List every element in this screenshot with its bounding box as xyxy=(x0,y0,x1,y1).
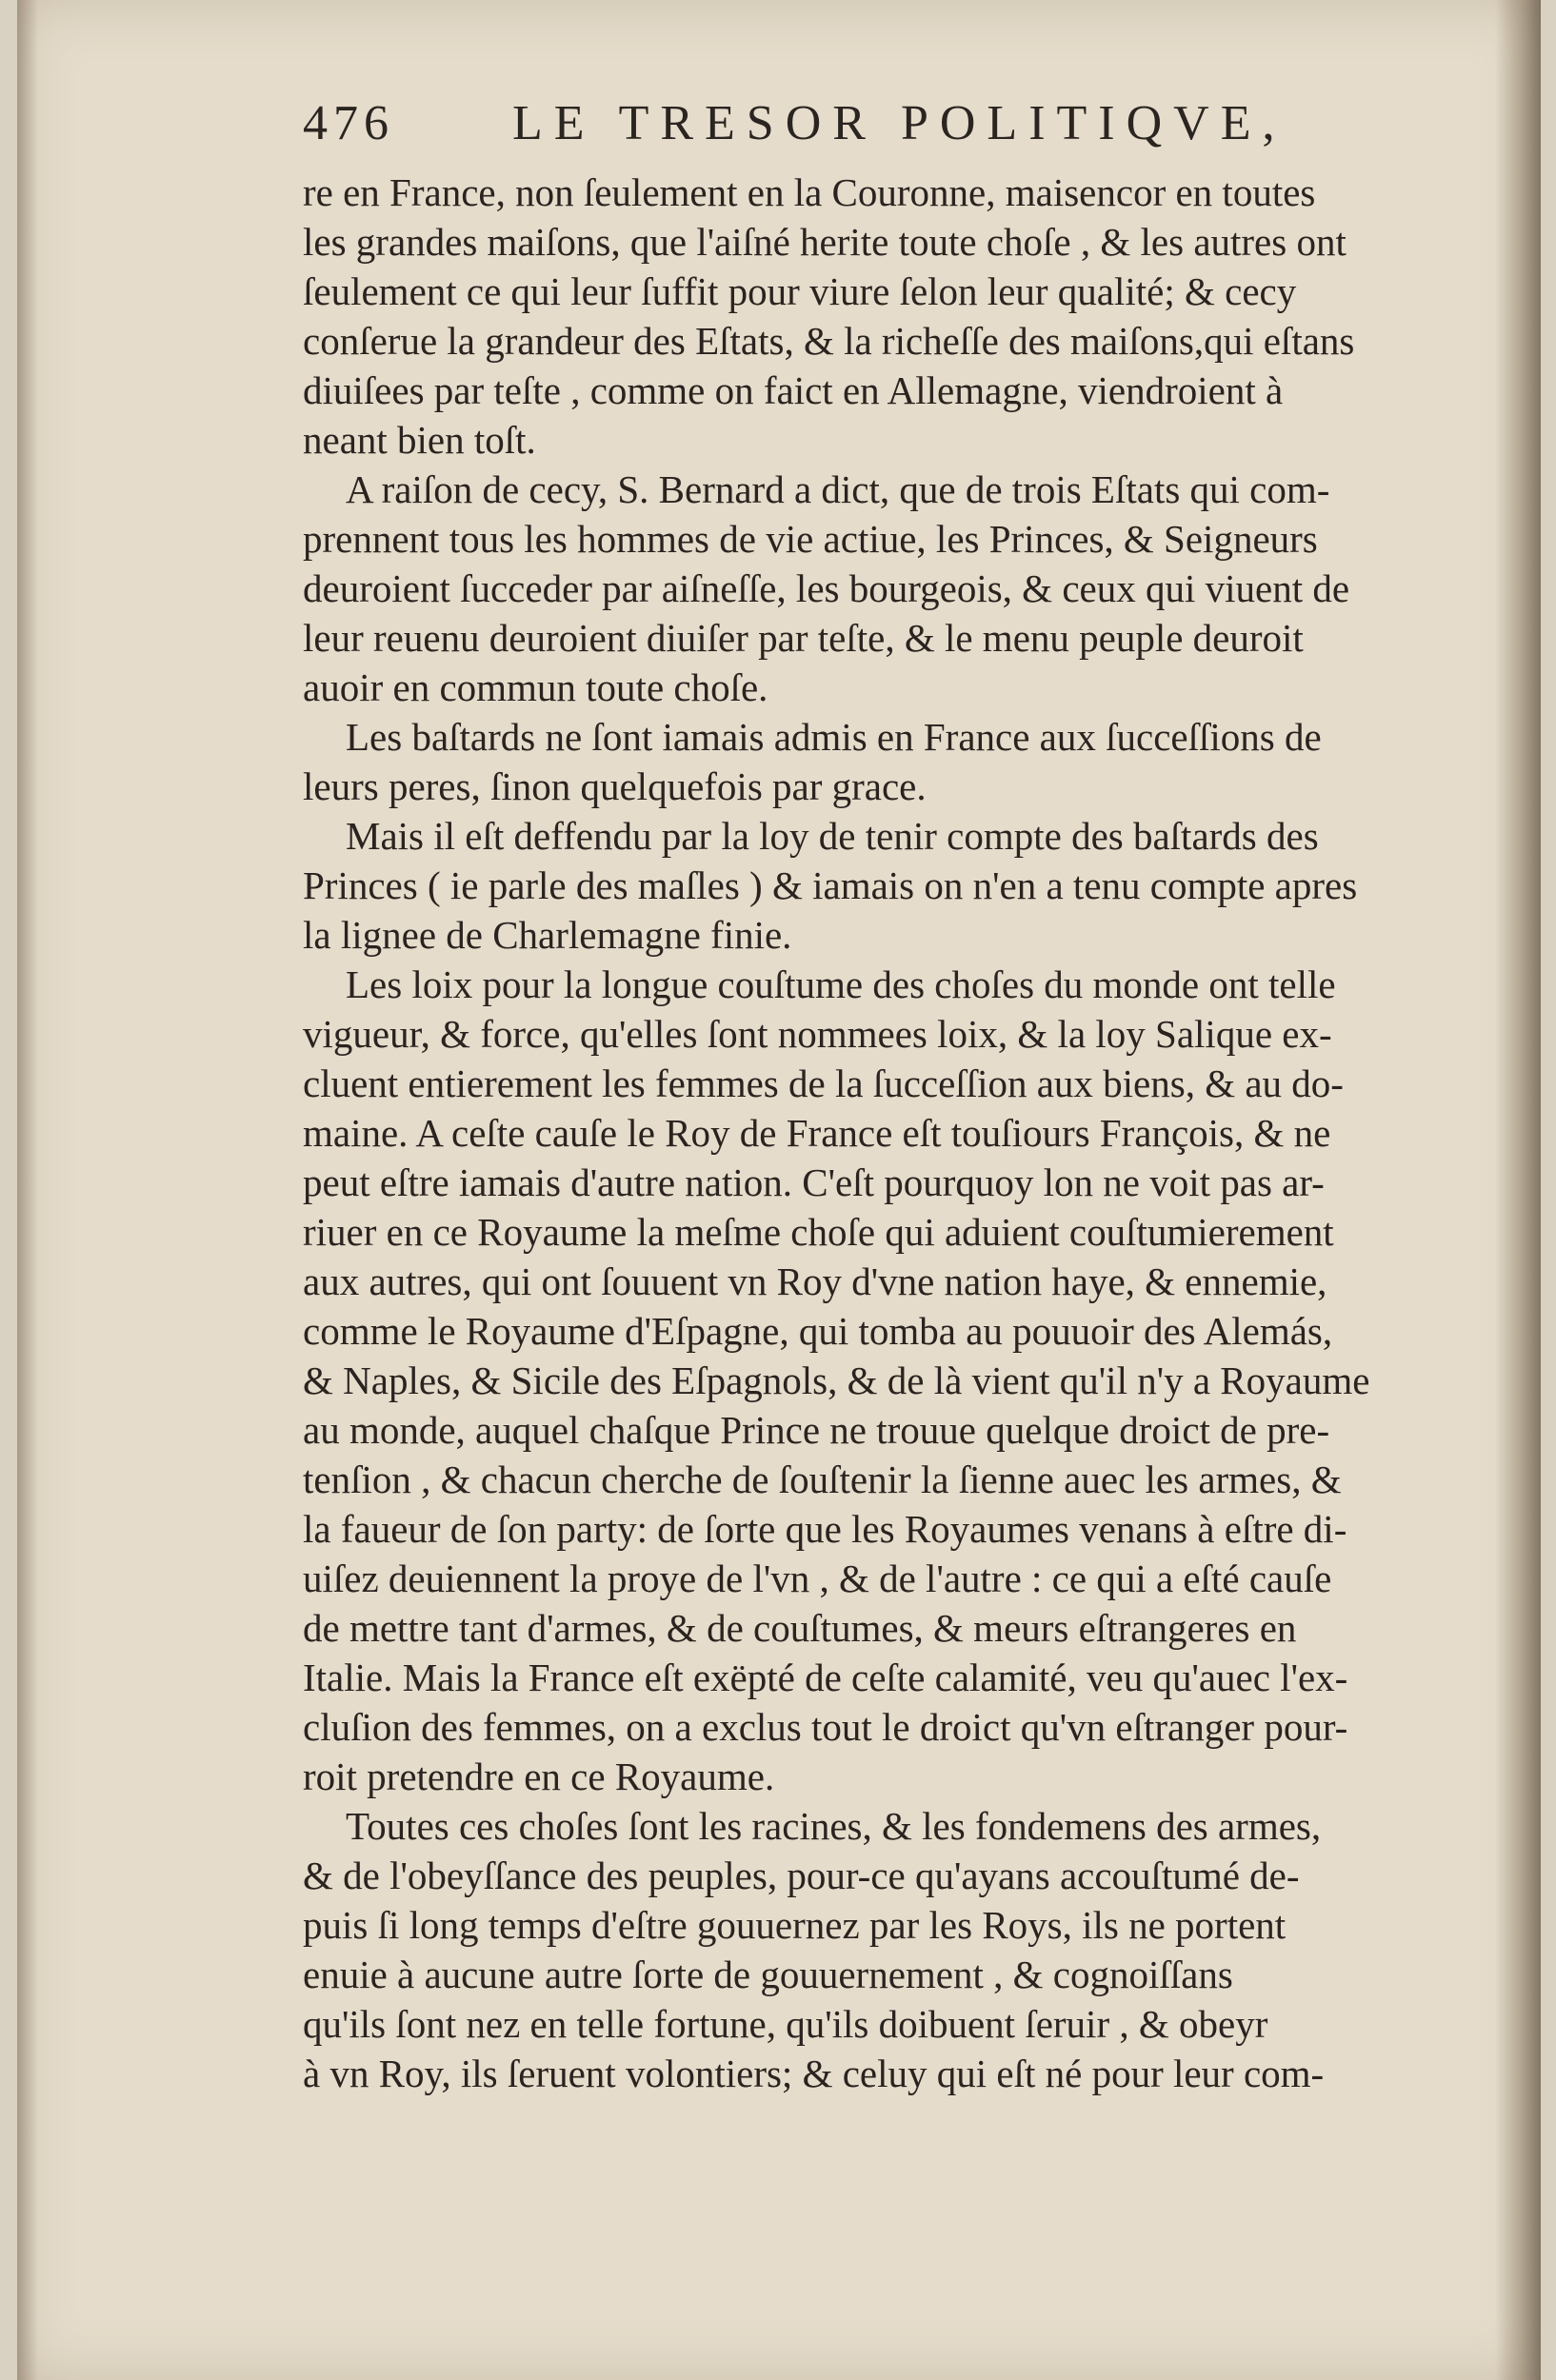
text-line: au monde, auquel chaſque Prince ne trouue quelque droict de pre- xyxy=(303,1408,1330,1452)
text-line: & Naples, & Sicile des Eſpagnols, & de là vient qu'il n'y a Royaume xyxy=(303,1359,1370,1402)
text-line: cluſion des femmes, on a exclus tout le droict qu'vn eſtranger pour- xyxy=(303,1705,1348,1749)
text-line: prennent tous les hommes de vie actiue, les Princes, & Seigneurs xyxy=(303,517,1318,561)
text-line: re en France, non ſeulement en la Couronne, maisencor en toutes xyxy=(303,170,1316,214)
page-header xyxy=(303,95,1446,171)
text-line: Toutes ces choſes ſont les racines, & les fondemens des armes, xyxy=(346,1804,1322,1848)
text-line: qu'ils ſont nez en telle fortune, qu'ils doibuent ſeruir , & obeyr xyxy=(303,2002,1268,2046)
text-line: A raiſon de cecy, S. Bernard a dict, que de trois Eſtats qui com- xyxy=(346,467,1330,511)
text-line: ſeulement ce qui leur ſuffit pour viure ſelon leur qualité; & cecy xyxy=(303,269,1297,313)
text-line: roit pretendre en ce Royaume. xyxy=(303,1755,775,1798)
text-line: Les loix pour la longue couſtume des choſes du monde ont telle xyxy=(346,962,1336,1006)
text-line: enuie à aucune autre ſorte de gouuernement , & cognoiſſans xyxy=(303,1953,1233,1996)
binding-gutter xyxy=(1495,0,1541,2380)
text-line: diuiſees par teſte , comme on faict en Allemagne, viendroient à xyxy=(303,368,1284,412)
text-line: Les baſtards ne ſont iamais admis en France aux ſucceſſions de xyxy=(346,715,1322,759)
text-line: à vn Roy, ils ſeruent volontiers; & celuy qui eſt né pour leur com- xyxy=(303,2052,1325,2095)
text-line: leurs peres, ſinon quelquefois par grace. xyxy=(303,764,927,808)
body-text xyxy=(303,168,1484,2098)
text-line: maine. A ceſte cauſe le Roy de France eſt touſiours François, & ne xyxy=(303,1111,1331,1155)
text-line: conſerue la grandeur des Eſtats, & la richeſſe des maiſons,qui eſtans xyxy=(303,319,1355,363)
text-line: uiſez deuiennent la proye de l'vn , & de l'autre : ce qui a eſté cauſe xyxy=(303,1557,1332,1600)
text-line: neant bien toſt. xyxy=(303,418,536,462)
text-line: puis ſi long temps d'eſtre gouuernez par les Roys, ils ne portent xyxy=(303,1903,1287,1947)
running-title: LE TRESOR POLITIQVE, xyxy=(512,96,1287,150)
text-line: cluent entierement les femmes de la ſucceſſion aux biens, & au do- xyxy=(303,1061,1344,1105)
text-line: tenſion , & chacun cherche de ſouſtenir la ſienne auec les armes, & xyxy=(303,1458,1342,1501)
text-line: peut eſtre iamais d'autre nation. C'eſt pourquoy lon ne voit pas ar- xyxy=(303,1160,1325,1204)
text-line: de mettre tant d'armes, & de couſtumes, & meurs eſtrangeres en xyxy=(303,1606,1297,1650)
text-line: riuer en ce Royaume la meſme choſe qui aduient couſtumierement xyxy=(303,1210,1334,1254)
text-line: Princes ( ie parle des maſles ) & iamais on n'en a tenu compte apres xyxy=(303,863,1358,907)
text-line: leur reuenu deuroient diuiſer par teſte, & le menu peuple deuroit xyxy=(303,616,1304,660)
text-line: vigueur, & force, qu'elles ſont nommees loix, & la loy Salique ex- xyxy=(303,1012,1332,1056)
text-line: deuroient ſucceder par aiſneſſe, les bourgeois, & ceux qui viuent de xyxy=(303,566,1350,610)
page-edge-shadow xyxy=(17,0,38,2380)
text-line: auoir en commun toute choſe. xyxy=(303,665,768,709)
page-number: 476 xyxy=(303,96,394,150)
text-line: & de l'obeyſſance des peuples, pour-ce qu'ayans accouſtumé de- xyxy=(303,1854,1300,1897)
text-line: aux autres, qui ont ſouuent vn Roy d'vne nation haye, & ennemie, xyxy=(303,1259,1327,1303)
text-line: la lignee de Charlemagne finie. xyxy=(303,913,792,957)
text-line: Mais il eſt deffendu par la loy de tenir compte des baſtards des xyxy=(346,814,1319,858)
text-line: la faueur de ſon party: de ſorte que les Royaumes venans à eſtre di- xyxy=(303,1507,1347,1551)
text-line: comme le Royaume d'Eſpagne, qui tomba au pouuoir des Alemás, xyxy=(303,1309,1333,1353)
text-line: Italie. Mais la France eſt exëpté de ceſte calamité, veu qu'auec l'ex- xyxy=(303,1656,1348,1699)
text-line: les grandes maiſons, que l'aiſné herite toute choſe , & les autres ont xyxy=(303,220,1347,264)
